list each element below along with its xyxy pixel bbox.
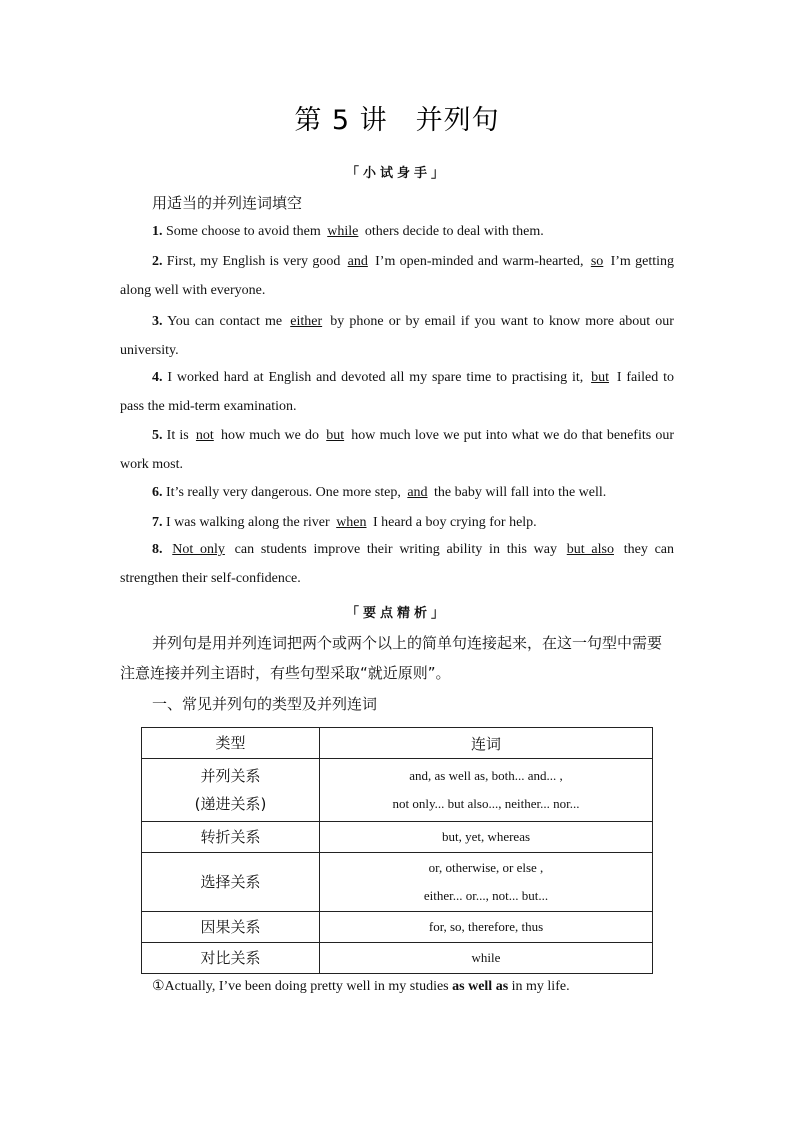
- question-number: 6.: [152, 485, 163, 500]
- question-2: [120, 247, 674, 305]
- answer-blank: and: [407, 485, 428, 500]
- exercise-instruction: 用适当的并列连词填空: [152, 194, 303, 212]
- question-text: You can contact me: [162, 314, 288, 329]
- answer-blank: either: [290, 314, 323, 329]
- question-text: how much love we put into what we do that benefits our work most.: [120, 428, 675, 472]
- conjunction-list: or, otherwise, or else ,: [428, 860, 544, 875]
- table-row: [142, 759, 653, 822]
- question-text: they can strengthen their self-confidence.: [120, 542, 675, 586]
- answer-blank: Not only: [172, 542, 225, 557]
- table-row: [142, 912, 653, 943]
- answer-blank: so: [590, 254, 604, 269]
- answer-blank: but also: [566, 542, 614, 557]
- conjunction-table: [141, 727, 653, 974]
- table-cell-type: 选择关系: [142, 853, 320, 912]
- question-text: It’s really very dangerous. One more step,: [162, 485, 405, 500]
- answer-blank: but: [326, 428, 345, 443]
- answer-blank: when: [336, 515, 367, 530]
- question-7: [120, 508, 674, 537]
- question-5: [120, 421, 674, 479]
- table-row: [142, 853, 653, 912]
- type-label-sub: (递进关系): [194, 795, 267, 813]
- question-text: by phone or by email if you want to know more about our university.: [120, 314, 674, 358]
- question-number: 5.: [152, 428, 163, 443]
- question-text: I’m getting along well with everyone.: [120, 254, 674, 298]
- question-number: 2.: [152, 254, 163, 269]
- table-cell-type: [142, 759, 320, 822]
- question-text: the baby will fall into the well.: [430, 485, 607, 500]
- question-text: I failed to pass the mid-term examination.: [120, 370, 674, 414]
- table-cell-type: 对比关系: [142, 943, 320, 974]
- question-number: 3.: [152, 314, 163, 329]
- question-text: others decide to deal with them.: [361, 224, 544, 239]
- table-header-words: 连词: [320, 728, 653, 759]
- type-label: 并列关系: [200, 767, 261, 785]
- example-sentence: [152, 978, 570, 995]
- conjunction-list: either... or..., not... but...: [423, 888, 549, 903]
- question-text: I was walking along the river: [162, 515, 334, 530]
- subheading: 一、常见并列句的类型及并列连词: [152, 695, 378, 713]
- example-keyword: as well as: [452, 979, 509, 994]
- question-number: 1.: [152, 224, 163, 239]
- question-text: Some choose to avoid them: [162, 224, 325, 239]
- table-cell-words: but, yet, whereas: [320, 822, 653, 853]
- table-header-type: 类型: [142, 728, 320, 759]
- table-header-row: [142, 728, 653, 759]
- table-cell-type: 转折关系: [142, 822, 320, 853]
- question-8: [120, 535, 674, 593]
- table-row: [142, 943, 653, 974]
- question-text: I’m open-minded and warm-hearted,: [370, 254, 588, 269]
- answer-blank: but: [591, 370, 609, 385]
- question-4: [120, 363, 674, 421]
- answer-blank: and: [347, 254, 368, 269]
- conjunction-list: not only... but also..., neither... nor...: [392, 796, 580, 811]
- table-cell-words: [320, 759, 653, 822]
- question-text: can students improve their writing ability in this way: [227, 542, 564, 557]
- page-title: 第 5 讲 并列句: [294, 105, 500, 136]
- answer-blank: while: [327, 224, 359, 239]
- question-3: [120, 307, 674, 365]
- question-text: First, my English is very good: [162, 254, 345, 269]
- question-6: [120, 478, 674, 507]
- example-text: ①Actually, I’ve been doing pretty well in my studies: [152, 979, 453, 994]
- question-number: 8.: [152, 542, 163, 557]
- question-text: how much we do: [216, 428, 324, 443]
- question-text: I worked hard at English and devoted all my spare time to practising it,: [162, 370, 589, 385]
- question-number: 7.: [152, 515, 163, 530]
- table-cell-words: while: [320, 943, 653, 974]
- conjunction-list: and, as well as, both... and... ,: [409, 768, 563, 783]
- question-number: 4.: [152, 370, 163, 385]
- example-text: in my life.: [508, 979, 570, 994]
- table-cell-type: 因果关系: [142, 912, 320, 943]
- answer-blank: not: [195, 428, 214, 443]
- table-row: [142, 822, 653, 853]
- section-label-practice: 「小试身手」: [345, 166, 448, 181]
- question-1: [120, 217, 674, 246]
- question-text: It is: [162, 428, 193, 443]
- section-label-key-points: 「要点精析」: [345, 606, 448, 621]
- question-text: I heard a boy crying for help.: [369, 515, 537, 530]
- table-cell-words: [320, 853, 653, 912]
- intro-paragraph: 并列句是用并列连词把两个或两个以上的简单句连接起来，在这一句型中需要注意连接并列主语时，有些句型采取“就近原则”。: [120, 634, 663, 682]
- table-cell-words: for, so, therefore, thus: [320, 912, 653, 943]
